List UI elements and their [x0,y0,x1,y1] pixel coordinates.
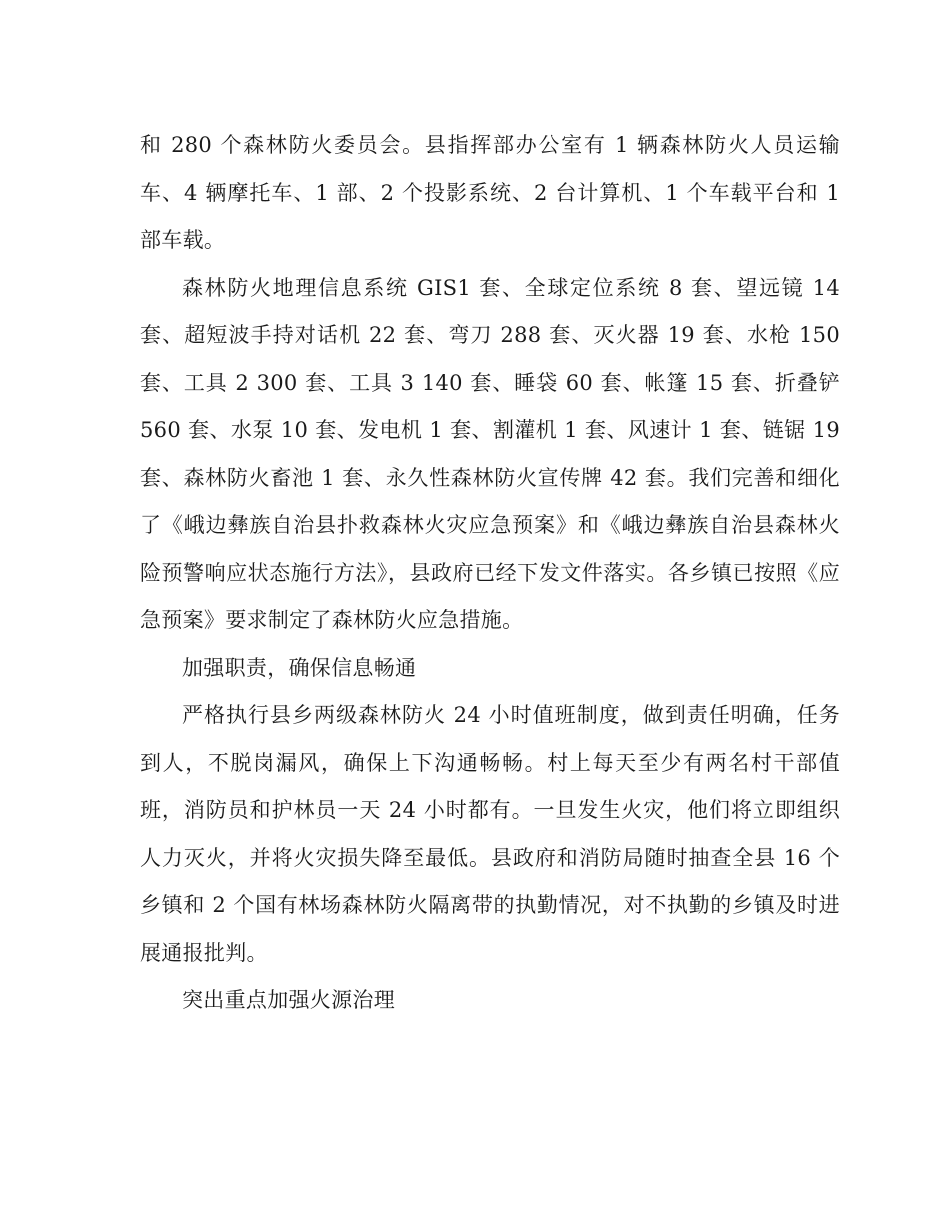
document-body [140,122,840,1025]
section-heading-duty: 加强职责，确保信息畅通 [182,655,417,680]
section-heading-fire-source: 突出重点加强火源治理 [182,988,395,1012]
paragraph-equipment-intro: 和 280 个森林防火委员会。县指挥部办公室有 1 辆森林防火人员运输车、4 辆摩托车、1 部、2 个投影系统、2 台计算机、1 个车载平台和 1 部车载。 [140,133,840,252]
paragraph-duty-system: 严格执行县乡两级森林防火 24 小时值班制度，做到责任明确，任务到人，不脱岗漏风，确保上下沟通畅畅。村上每天至少有两名村干部值班，消防员和护林员一天 24 小时都有。一旦发生火灾，他们将立即组织人力灭火，并将火灾损失降至最低。县政府和消防局随时抽查全县 16 个乡镇和 2 个国有林场森林防火隔离带的执勤情况，对不执勤的乡镇及时进展通报批判。 [140,703,840,965]
paragraph-equipment-list: 森林防火地理信息系统 GIS1 套、全球定位系统 8 套、望远镜 14 套、超短波手持对话机 22 套、弯刀 288 套、灭火器 19 套、水枪 150 套、工具 2 300 套、工具 3 140 套、睡袋 60 套、帐篷 15 套、折叠铲 560 套、水泵 10 套、发电机 1 套、割灌机 1 套、风速计 1 套、链锯 19 套、森林防火畜池 1 套、永久性森林防火宣传牌 42 套。我们完善和细化了《峨边彝族自治县扑救森林火灾应急预案》和《峨边彝族自治县森林火险预警响应状态施行方法》，县政府已经下发文件落实。各乡镇已按照《应急预案》要求制定了森林防火应急措施。 [140,275,840,632]
